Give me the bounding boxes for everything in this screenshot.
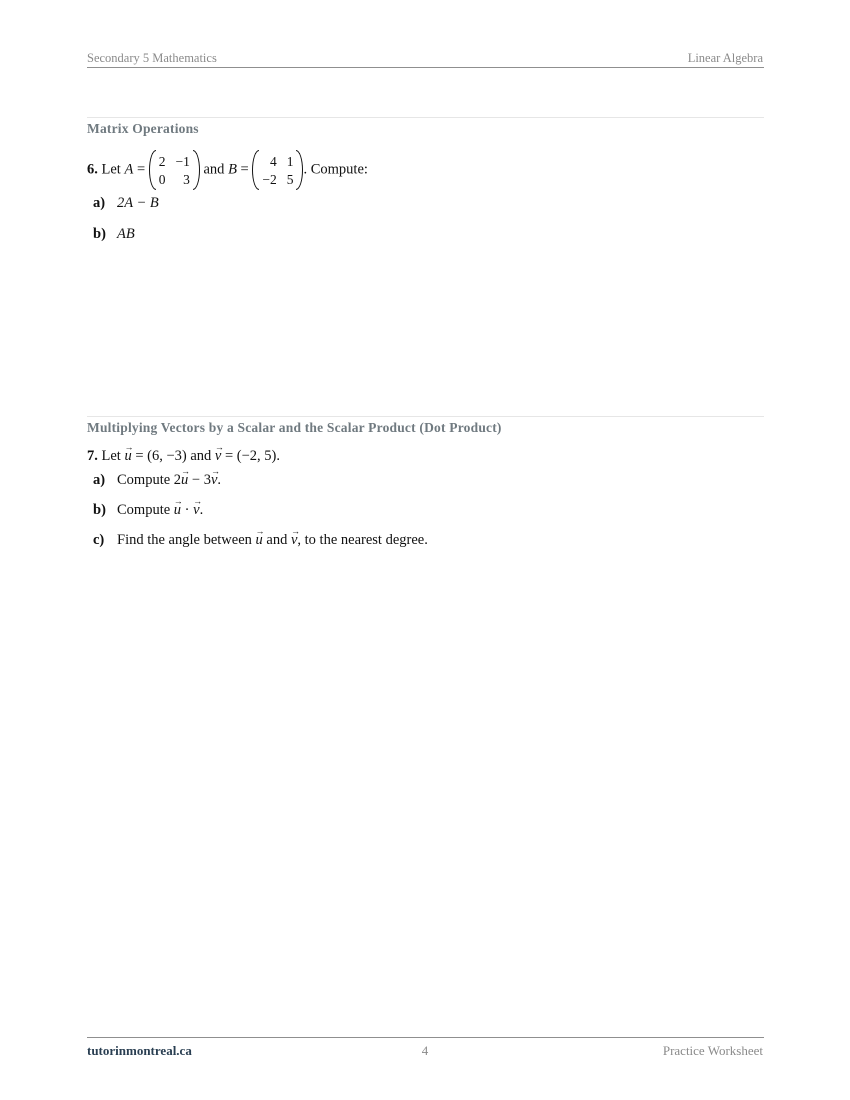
part-7b (93, 502, 203, 519)
matrix-b (252, 148, 303, 192)
matrix-a (149, 148, 200, 192)
question-compute: . Compute: (303, 161, 368, 178)
equals-sign: = (136, 161, 146, 178)
matrix-b-cell: 4 (269, 153, 277, 169)
vector-v: → v (215, 448, 221, 465)
footer-doc-type: Practice Worksheet (662, 1043, 763, 1058)
left-paren (252, 150, 259, 190)
part-6b (93, 226, 135, 243)
vector-u: → u (174, 502, 181, 519)
header-rule (87, 67, 764, 68)
matrix-b-name: B (228, 161, 237, 178)
section-title-vectors: Multiplying Vectors by a Scalar and the Scalar Product (Dot Product) (87, 420, 502, 435)
question-number: 6. (87, 161, 98, 178)
part-mid: · (181, 502, 194, 518)
part-suffix: . (217, 472, 222, 488)
part-label: b) (93, 226, 106, 242)
left-paren (149, 150, 156, 190)
vector-u: → u (256, 532, 263, 549)
matrix-a-name: A (124, 161, 134, 178)
part-suffix: . (199, 502, 204, 518)
question-let: Let (101, 448, 121, 464)
header-subject: Secondary 5 Mathematics (87, 51, 217, 65)
section-title-matrix-operations: Matrix Operations (87, 121, 199, 136)
part-prefix: Find the angle between (117, 532, 256, 548)
matrix-a-cell: 2 (158, 153, 166, 169)
footer-website-link[interactable]: tutorinmontreal.ca (87, 1043, 192, 1058)
question-and: and (203, 161, 225, 178)
part-label: c) (93, 532, 105, 548)
question-number: 7. (87, 448, 98, 464)
part-label: b) (93, 502, 106, 518)
part-7c (93, 532, 428, 549)
question-let: Let (101, 161, 121, 178)
part-label: a) (93, 472, 106, 488)
vector-v: → v (211, 472, 217, 489)
question-and: and (190, 448, 212, 464)
matrix-b-cell: 1 (286, 153, 294, 169)
page-number: 4 (421, 1043, 429, 1058)
footer-rule (87, 1037, 764, 1038)
vector-u: → u (181, 472, 188, 489)
equals-sign: = (240, 161, 249, 178)
vector-u: → u (124, 448, 131, 465)
vector-v: → v (291, 532, 297, 549)
section-divider (87, 117, 764, 118)
part-text: 2A − B (117, 195, 159, 211)
part-mid: and (262, 532, 291, 548)
section-divider (87, 416, 764, 417)
vector-v: → v (193, 502, 199, 519)
matrix-b-cell: −2 (262, 171, 277, 187)
part-7a (93, 472, 221, 489)
part-label: a) (93, 195, 106, 211)
vector-v-value: = (−2, 5). (224, 448, 280, 464)
matrix-a-cell: −1 (175, 153, 190, 169)
part-text: AB (117, 226, 135, 242)
vector-u-value: = (6, −3) (135, 448, 187, 464)
matrix-a-cell: 0 (158, 171, 166, 187)
part-suffix: , to the nearest degree. (297, 532, 428, 548)
right-paren (193, 150, 200, 190)
part-prefix: Compute 2 (117, 472, 182, 488)
question-6 (87, 148, 368, 192)
part-prefix: Compute (117, 502, 174, 518)
part-6a (93, 195, 159, 212)
question-7 (87, 448, 280, 465)
matrix-b-cell: 5 (286, 171, 294, 187)
matrix-a-cell: 3 (183, 171, 190, 187)
header-topic: Linear Algebra (687, 51, 763, 65)
part-mid: − 3 (188, 472, 211, 488)
